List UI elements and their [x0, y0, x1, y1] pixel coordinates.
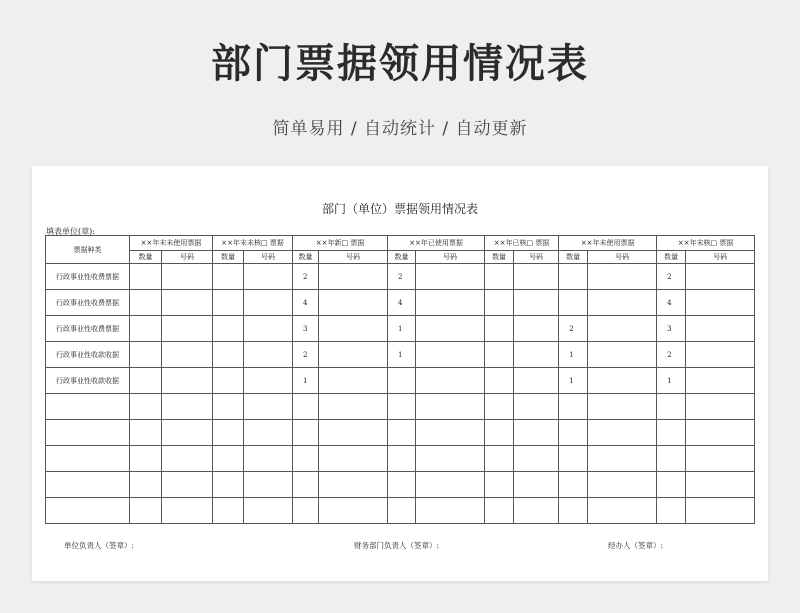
qty-cell: 1 [388, 342, 416, 368]
code-cell [319, 394, 388, 420]
code-cell [244, 342, 293, 368]
code-header: 号码 [686, 251, 755, 264]
qty-cell [213, 368, 244, 394]
qty-cell [130, 498, 162, 524]
code-cell [244, 316, 293, 342]
code-cell [244, 290, 293, 316]
qty-cell: 4 [657, 290, 686, 316]
category-cell: 行政事业性收款收据 [46, 368, 130, 394]
group-header: ××年已使用票据 [388, 236, 485, 251]
table-sub-header-row [46, 251, 755, 264]
code-cell [588, 420, 657, 446]
qty-cell: 1 [657, 368, 686, 394]
code-cell [686, 446, 755, 472]
code-header: 号码 [416, 251, 485, 264]
group-header: ××年末未使用票据 [130, 236, 213, 251]
code-cell [514, 342, 559, 368]
qty-cell [559, 264, 588, 290]
qty-cell [213, 264, 244, 290]
code-cell [162, 446, 213, 472]
code-cell [162, 420, 213, 446]
qty-header: 数量 [213, 251, 244, 264]
group-header: ××年新□ 票据 [293, 236, 388, 251]
unit-head-signature: 单位负责人（签章）: [64, 541, 135, 550]
code-cell [588, 446, 657, 472]
code-cell [686, 290, 755, 316]
qty-cell [293, 472, 319, 498]
qty-cell [657, 498, 686, 524]
code-cell [162, 394, 213, 420]
qty-cell: 3 [293, 316, 319, 342]
code-cell [319, 446, 388, 472]
qty-cell: 2 [293, 342, 319, 368]
code-cell [514, 316, 559, 342]
code-cell [686, 420, 755, 446]
category-cell [46, 498, 130, 524]
handler-signature: 经办人（签章）: [608, 541, 664, 550]
qty-cell [130, 472, 162, 498]
code-cell [162, 472, 213, 498]
code-cell [244, 472, 293, 498]
qty-cell [130, 420, 162, 446]
code-cell [686, 342, 755, 368]
qty-header: 数量 [485, 251, 514, 264]
category-cell [46, 446, 130, 472]
finance-head-signature: 财务部门负责人（签章）: [354, 541, 440, 550]
code-header: 号码 [514, 251, 559, 264]
code-cell [514, 290, 559, 316]
code-cell [416, 446, 485, 472]
category-cell: 行政事业性收款收据 [46, 342, 130, 368]
qty-cell: 2 [657, 342, 686, 368]
code-cell [162, 264, 213, 290]
category-cell: 行政事业性收费票据 [46, 316, 130, 342]
qty-cell [130, 316, 162, 342]
code-cell [162, 316, 213, 342]
code-cell [686, 264, 755, 290]
table-row [46, 290, 755, 316]
qty-cell [130, 290, 162, 316]
code-cell [686, 368, 755, 394]
code-cell [162, 342, 213, 368]
table-row [46, 368, 755, 394]
code-cell [514, 394, 559, 420]
code-cell [514, 264, 559, 290]
code-header: 号码 [162, 251, 213, 264]
code-cell [244, 446, 293, 472]
qty-cell [485, 420, 514, 446]
table-group-header-row [46, 236, 755, 251]
qty-cell [130, 342, 162, 368]
code-cell [588, 290, 657, 316]
qty-cell: 4 [388, 290, 416, 316]
qty-cell: 2 [559, 316, 588, 342]
qty-cell: 1 [388, 316, 416, 342]
qty-cell [485, 446, 514, 472]
table-row [46, 394, 755, 420]
code-cell [686, 316, 755, 342]
code-cell [162, 290, 213, 316]
qty-cell [657, 394, 686, 420]
qty-cell [485, 264, 514, 290]
qty-cell [213, 342, 244, 368]
qty-cell [130, 446, 162, 472]
qty-cell: 1 [559, 342, 588, 368]
group-header: ××年未使用票据 [559, 236, 657, 251]
code-cell [514, 446, 559, 472]
code-cell [319, 342, 388, 368]
code-cell [319, 290, 388, 316]
qty-header: 数量 [388, 251, 416, 264]
qty-cell [388, 472, 416, 498]
qty-cell [213, 316, 244, 342]
qty-cell [559, 498, 588, 524]
document-sheet [32, 166, 768, 581]
code-cell [514, 472, 559, 498]
code-cell [319, 472, 388, 498]
qty-cell [388, 446, 416, 472]
code-cell [416, 342, 485, 368]
qty-cell [559, 394, 588, 420]
qty-cell [657, 472, 686, 498]
qty-cell: 4 [293, 290, 319, 316]
qty-cell [485, 472, 514, 498]
code-cell [319, 498, 388, 524]
table-body [46, 264, 755, 524]
code-cell [686, 498, 755, 524]
qty-cell: 3 [657, 316, 686, 342]
qty-header: 数量 [559, 251, 588, 264]
code-cell [244, 368, 293, 394]
qty-cell: 1 [293, 368, 319, 394]
code-cell [514, 498, 559, 524]
code-cell [416, 290, 485, 316]
qty-cell [130, 368, 162, 394]
qty-cell [485, 316, 514, 342]
qty-cell [130, 394, 162, 420]
code-cell [416, 368, 485, 394]
code-cell [244, 420, 293, 446]
qty-cell [388, 394, 416, 420]
code-cell [588, 498, 657, 524]
ticket-usage-table [45, 235, 755, 524]
table-row [46, 472, 755, 498]
qty-cell [213, 472, 244, 498]
qty-cell [388, 498, 416, 524]
qty-cell: 1 [559, 368, 588, 394]
code-cell [416, 498, 485, 524]
table-row [46, 264, 755, 290]
code-cell [162, 498, 213, 524]
table-row [46, 342, 755, 368]
qty-cell [293, 446, 319, 472]
group-header: ××年末核□ 票据 [657, 236, 755, 251]
page-subtitle: 简单易用 / 自动统计 / 自动更新 [272, 119, 528, 139]
table-row [46, 316, 755, 342]
qty-cell [657, 446, 686, 472]
qty-cell [485, 342, 514, 368]
code-cell [588, 368, 657, 394]
table-row [46, 420, 755, 446]
category-header: 票据种类 [46, 236, 130, 264]
table-row [46, 446, 755, 472]
qty-cell [559, 290, 588, 316]
code-cell [588, 472, 657, 498]
qty-cell [213, 420, 244, 446]
code-cell [514, 368, 559, 394]
page-title: 部门票据领用情况表 [211, 41, 589, 87]
code-cell [319, 264, 388, 290]
qty-cell [485, 290, 514, 316]
fill-unit-label: 填表单位(章): [46, 227, 95, 236]
code-cell [244, 498, 293, 524]
code-cell [162, 368, 213, 394]
qty-cell: 2 [388, 264, 416, 290]
code-header: 号码 [244, 251, 293, 264]
code-cell [514, 420, 559, 446]
code-cell [244, 394, 293, 420]
category-cell: 行政事业性收费票据 [46, 264, 130, 290]
qty-cell [213, 446, 244, 472]
qty-cell [485, 498, 514, 524]
qty-header: 数量 [657, 251, 686, 264]
qty-header: 数量 [130, 251, 162, 264]
group-header: ××年已核□ 票据 [485, 236, 559, 251]
qty-cell [388, 420, 416, 446]
qty-cell [293, 420, 319, 446]
category-cell [46, 472, 130, 498]
code-cell [686, 472, 755, 498]
qty-cell [559, 472, 588, 498]
code-header: 号码 [588, 251, 657, 264]
code-cell [319, 368, 388, 394]
qty-header: 数量 [293, 251, 319, 264]
qty-cell [130, 264, 162, 290]
code-cell [588, 394, 657, 420]
document-title: 部门（单位）票据领用情况表 [321, 202, 478, 216]
qty-cell [213, 498, 244, 524]
code-cell [244, 264, 293, 290]
code-cell [416, 394, 485, 420]
category-cell [46, 394, 130, 420]
table-row [46, 498, 755, 524]
qty-cell [485, 368, 514, 394]
category-cell [46, 420, 130, 446]
code-cell [416, 420, 485, 446]
qty-cell: 2 [293, 264, 319, 290]
code-cell [588, 342, 657, 368]
qty-cell [388, 368, 416, 394]
qty-cell [213, 394, 244, 420]
qty-cell [559, 420, 588, 446]
qty-cell [293, 394, 319, 420]
group-header: ××年末未核□ 票据 [213, 236, 293, 251]
code-cell [686, 394, 755, 420]
code-cell [319, 420, 388, 446]
code-cell [588, 264, 657, 290]
code-cell [588, 316, 657, 342]
code-cell [416, 316, 485, 342]
code-cell [416, 472, 485, 498]
code-cell [319, 316, 388, 342]
qty-cell [559, 446, 588, 472]
qty-cell [485, 394, 514, 420]
qty-cell: 2 [657, 264, 686, 290]
code-cell [416, 264, 485, 290]
qty-cell [657, 420, 686, 446]
qty-cell [293, 498, 319, 524]
code-header: 号码 [319, 251, 388, 264]
qty-cell [213, 290, 244, 316]
category-cell: 行政事业性收费票据 [46, 290, 130, 316]
